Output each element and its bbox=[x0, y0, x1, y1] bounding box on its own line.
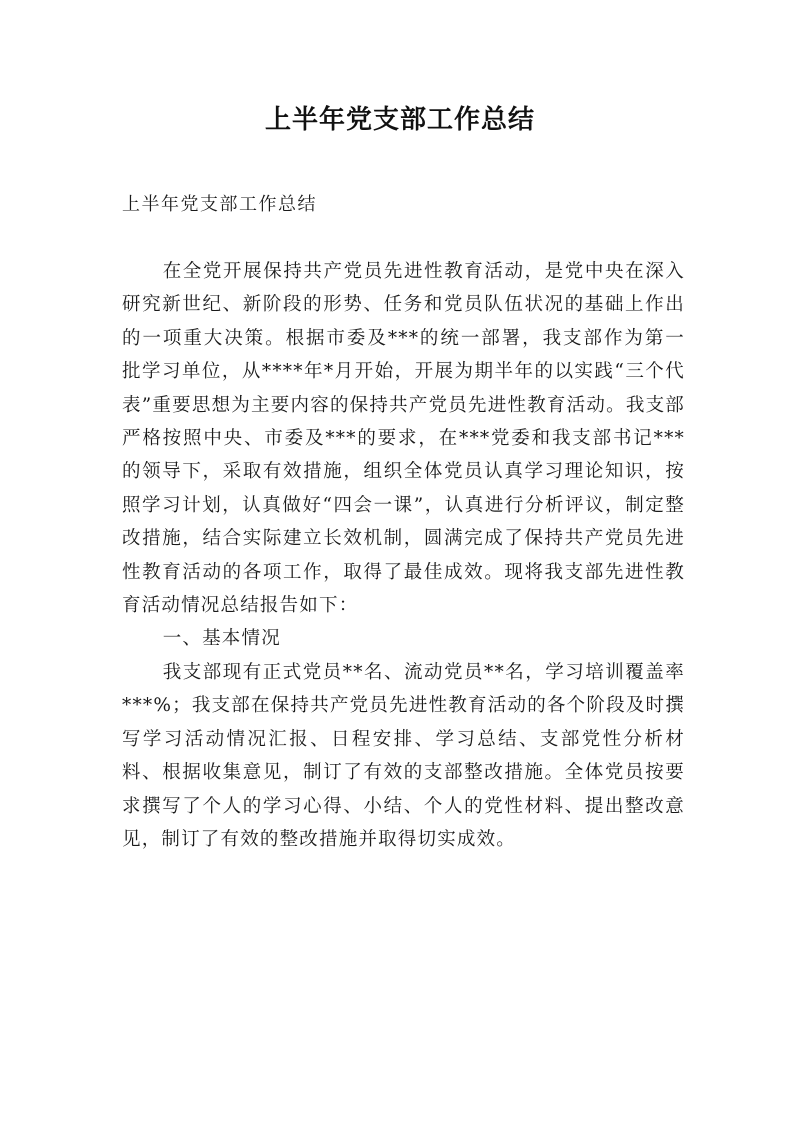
section-heading-basic-situation: 一、基本情况 bbox=[162, 628, 281, 650]
document-body bbox=[122, 255, 685, 856]
intro-paragraph: 在全党开展保持共产党员先进性教育活动，是党中央在深入研究新世纪、新阶段的形势、任务和党员队伍状况的基础上作出的一项重大决策。根据市委及***的统一部署，我支部作为第一批学习单位，从****年*月开始，开展为期半年的以实践“三个代表”重要思想为主要内容的保持共产党员先进性教育活动。我支部严格按照中央、市委及***的要求，在***党委和我支部书记***的领导下，采取有效措施，组织全体党员认真学习理论知识，按照学习计划，认真做好“四会一课”，认真进行分析评议，制定整改措施，结合实际建立长效机制，圆满完成了保持共产党员先进性教育活动的各项工作，取得了最佳成效。现将我支部先进性教育活动情况总结报告如下： bbox=[122, 261, 685, 617]
basic-situation-paragraph: 我支部现有正式党员**名、流动党员**名，学习培训覆盖率***%；我支部在保持共产党员先进性教育活动的各个阶段及时撰写学习活动情况汇报、日程安排、学习总结、支部党性分析材料、根据收集意见，制订了有效的支部整改措施。全体党员按要求撰写了个人的学习心得、小结、个人的党性材料、提出整改意见，制订了有效的整改措施并取得切实成效。 bbox=[122, 661, 685, 850]
document-title: 上半年党支部工作总结 bbox=[264, 105, 535, 135]
document-subtitle: 上半年党支部工作总结 bbox=[122, 194, 317, 215]
